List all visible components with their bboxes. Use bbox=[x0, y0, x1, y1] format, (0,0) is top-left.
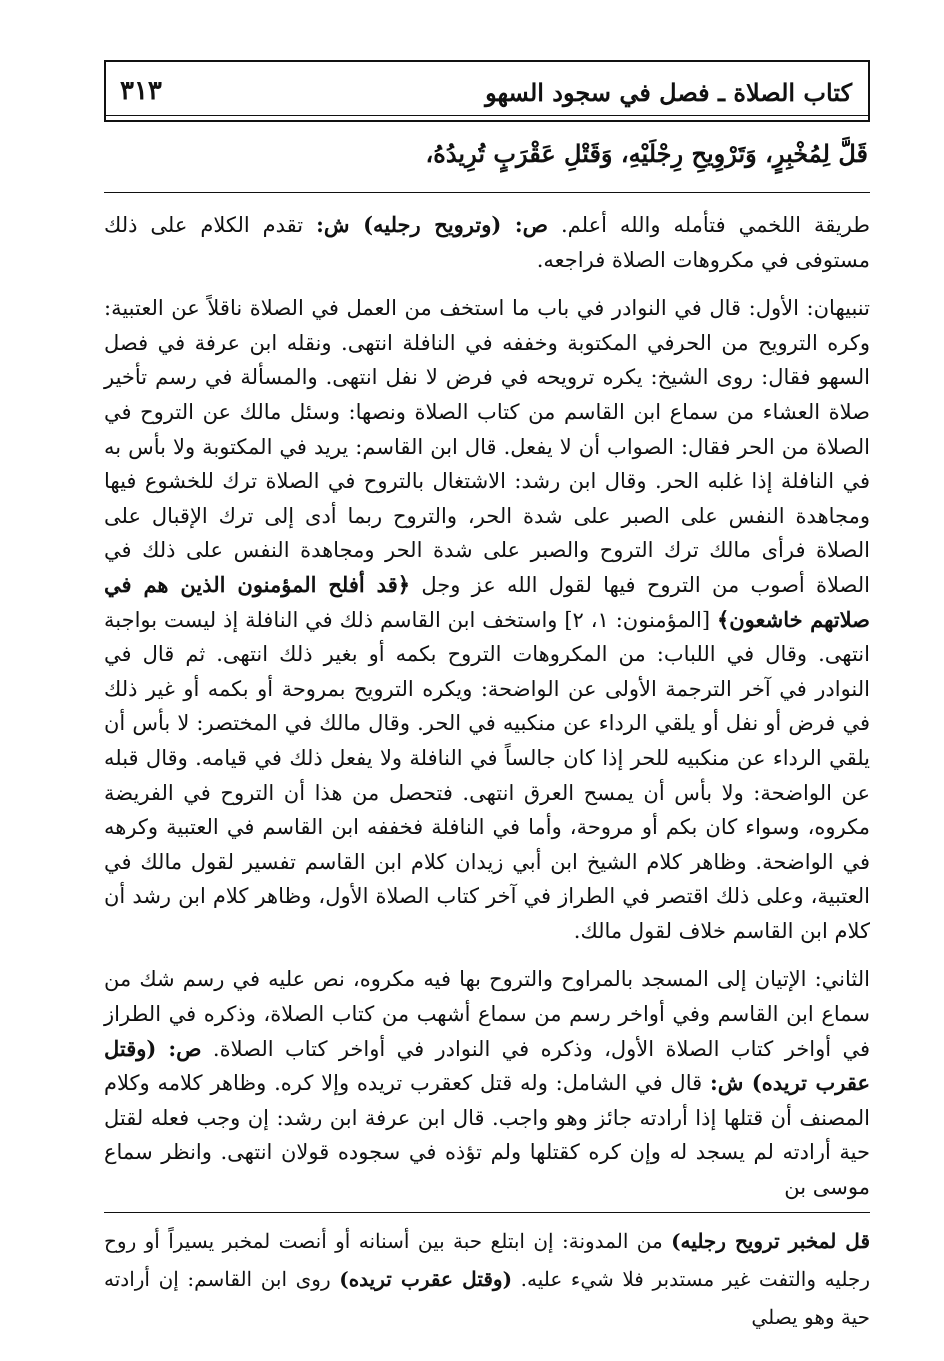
p2-text-c: [المؤمنون: ١، ٢] واستخف ابن القاسم ذلك في النافلة إذ ليست بواجبة انتهى. وقال في اللباب: من المكروهات التروح بكمه أو بغير ذلك انتهى. ثم قال في النوادر في آخر الترجمة الأولى عن الواضحة: ويكره الترويح بمروحة أو بكمه أو غير ذلك في فرض أو نفل أو يلقي الرداء عن منكبيه في الحر. وقال مالك في المختصر: لا بأس أن يلقي الرداء عن منكبيه للحر إذا كان جالساً في النافلة ولا يفعل ذلك في قيامه. وقال قبله عن الواضحة: ولا بأس أن يمسح العرق انتهى. فتحصل من هذا أن التروح في الفريضة مكروه، وسواء كان بكم أو مروحة، وأما في النافلة فخففه ابن القاسم في العتبية وكرهه في الواضحة. وظاهر كلام الشيخ ابن أبي زيدان كلام ابن القاسم تفسير لقول مالك في العتبية، وعلى ذلك اقتصر في الطراز في آخر كتاب الصلاة الأول، وظاهر كلام ابن رشد أن كلام ابن القاسم خلاف لقول مالك. bbox=[104, 607, 870, 943]
p2-quran-quote: ﴿قد أفلح المؤمنون الذين هم في صلاتهم خاشعون﴾ bbox=[104, 571, 871, 632]
footnote-divider bbox=[104, 1212, 870, 1213]
header-title: كتاب الصلاة ـ فصل في سجود السهو bbox=[485, 78, 852, 107]
paragraph-2 bbox=[104, 291, 870, 948]
paragraph-1 bbox=[104, 208, 870, 277]
p1-text-c: تقدم الكلام على ذلك مستوفى في مكروهات الصلاة فراجعه. bbox=[104, 213, 870, 272]
p3-heading: ص: (وقتل عقرب تريده) ش: bbox=[104, 1035, 870, 1096]
p2-text-a: تنبيهان: الأول: قال في النوادر في باب ما استخف من العمل في الصلاة ناقلاً عن العتبية: وكره الترويح من الحرفي المكتوبة وخففه في النافلة انتهى. ونقله ابن عرفة في فصل السهو فقال: روى الشيخ: يكره ترويحه في فرض لا نفل انتهى. والمسألة في رسم تأخير صلاة العشاء من سماع ابن القاسم من كتاب الصلاة ونصها: وسئل مالك عن التروح في الصلاة من الحر فقال: الصواب أن لا يفعل. قال ابن القاسم: يريد في المكتوبة ولا بأس به في النافلة إذا غلبه الحر. وقال ابن رشد: الاشتغال بالتروح في الصلاة ترك للخشوع فيها ومجاهدة النفس على الصبر على شدة الحر، والتروح ربما أدى إلى ترك الإقبال على الصلاة فرأى مالك ترك التروح والصبر على شدة الحر ومجاهدة النفس على ذلك في الصلاة أصوب من التروح فيها لقول الله عز وجل bbox=[104, 296, 870, 597]
page-number: ٣١٣ bbox=[120, 76, 162, 106]
p3-text-c: قال في الشامل: وله قتل كعقرب تريده وإلا كره. وظاهر كلامه وكلام المصنف أن قتلها إذا أرادته جائز وهو واجب. قال ابن عرفة ابن رشد: إن وجب فعله لقتل حية أرادته لم يسجد له وإن كره كقتلها ولم تؤذه في سجوده قولان انتهى. وانظر سماع موسى بن bbox=[104, 1071, 870, 1200]
paragraph-3 bbox=[104, 962, 870, 1204]
page-header bbox=[104, 60, 870, 122]
footnote-text-1: من المدونة: إن ابتلع حبة بين أسنانه أو أنصت لمخبر يسيراً أو روح رجليه والتفت غير مستدبر فلا شيء عليه. bbox=[104, 1229, 871, 1291]
footnote-block bbox=[104, 1222, 870, 1336]
p1-text-a: طريقة اللخمي فتأمله والله أعلم. bbox=[548, 213, 870, 237]
matn-text: قَلَّ لِمُخْبِرٍ، وَتَرْوِيحِ رِجْلَيْهِ، وَقَتْلِ عَقْرَبٍ تُرِيدُهُ، bbox=[425, 139, 868, 168]
p3-text-a: الثاني: الإتيان إلى المسجد بالمراوح والتروح بها فيه مكروه، نص عليه في رسم شك من سماع ابن القاسم وفي أواخر رسم من سماع أشهب من كتاب الصلاة، وذكره في الطراز في أواخر كتاب الصلاة الأول، وذكره في النوادر في أواخر كتاب الصلاة. bbox=[104, 967, 871, 1061]
matn-divider bbox=[104, 192, 870, 193]
commentary-body bbox=[104, 208, 870, 1219]
header-underline bbox=[106, 115, 868, 116]
footnote-text-2: روى ابن القاسم: إن أرادته حية وهو يصلي bbox=[104, 1267, 870, 1329]
footnote-heading-1: قل لمخبر ترويح رجليه) bbox=[671, 1229, 870, 1253]
footnote-heading-2: (وقتل عقرب تريده) bbox=[339, 1267, 513, 1291]
p1-heading: ص: (وترويح رجليه) ش: bbox=[316, 212, 549, 237]
